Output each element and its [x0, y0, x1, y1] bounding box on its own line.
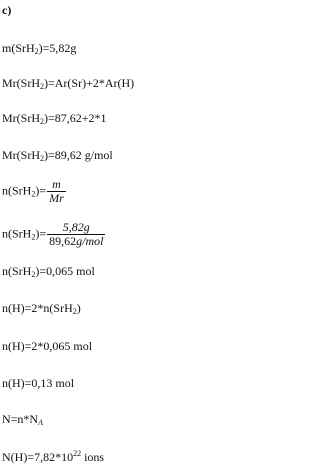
avogadro-formula-line: $N=n*N_A$: [2, 412, 43, 427]
molar-mass-values-line: Mr(SrH$_2$)=87,62+2*1: [2, 111, 107, 126]
moles-result-line: n(SrH$_2$)=0,065 mol: [2, 264, 95, 279]
mass-line: m(SrH$_2$)=5,82g: [2, 41, 77, 56]
molar-mass-result-line: Mr(SrH$_2$)=89,62 g/mol: [2, 148, 113, 163]
moles-formula-line: n(SrH$_2$)= $\frac{m}{Mr}$: [2, 177, 64, 205]
hydrogen-moles-formula-line: n(H)=2*n(SrH$_2$): [2, 301, 81, 316]
final-answer-line: $N(H)=7,82*10^{22}$ ions: [2, 449, 105, 464]
hydrogen-moles-values-line: n(H)=2*0,065 mol: [2, 339, 93, 353]
hydrogen-moles-result-line: n(H)=0,13 mol: [2, 376, 75, 390]
moles-values-fraction: $\frac{5,82g}{\text{89,62g/mol}}$: [49, 220, 104, 248]
moles-formula-fraction: $\frac{m}{Mr}$: [49, 177, 64, 205]
section-heading: c): [2, 3, 12, 17]
molar-mass-formula-line: Mr(SrH$_2$)=Ar(Sr)+2*Ar(H): [2, 76, 135, 91]
moles-values-line: n(SrH$_2$)= $\frac{5,82g}{\text{89,62g/mol}}$: [2, 220, 104, 248]
